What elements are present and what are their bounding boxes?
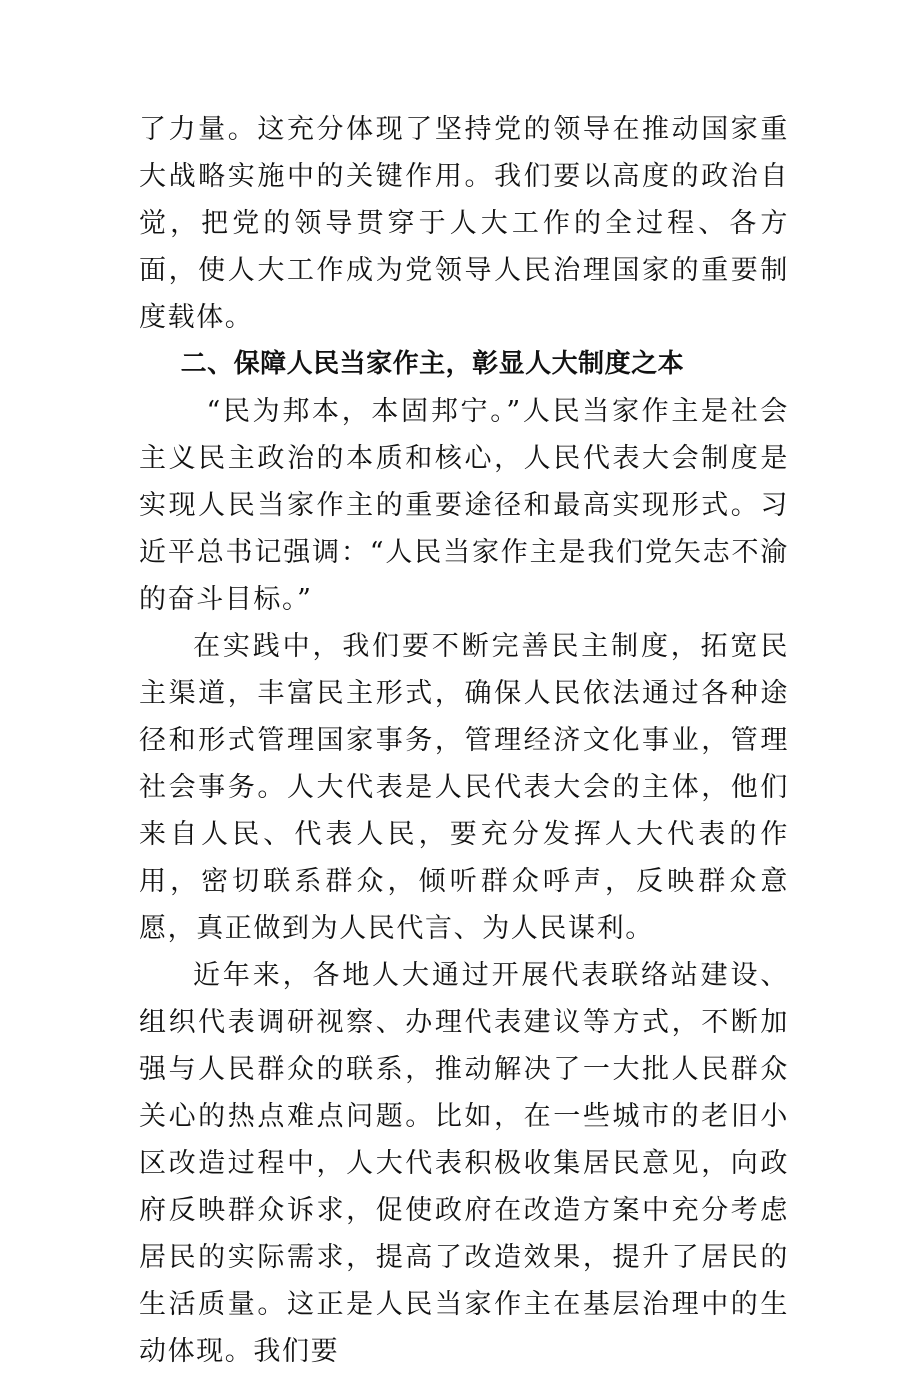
paragraph-recent-practice: 近年来，各地人大通过开展代表联络站建设、组织代表调研视察、办理代表建议等方式，不断加强与人民群众的联系，推动解决了一大批人民群众关心的热点难点问题。比如，在一些城市的老旧小区改造过程中，人大代表积极收集居民意见，向政府反映群众诉求，促使政府在改造方案中充分考虑居民的实际需求，提高了改造效果，提升了居民的生活质量。这正是人民当家作主在基层治理中的生动体现。我们要 — [139, 960, 789, 1367]
paragraph-party-leadership: 了力量。这充分体现了坚持党的领导在推动国家重大战略实施中的关键作用。我们要以高度的政治自觉，把党的领导贯穿于人大工作的全过程、各方面，使人大工作成为党领导人民治理国家的重要制度载体。 — [139, 114, 789, 333]
paragraph-improve-democracy: 在实践中，我们要不断完善民主制度，拓宽民主渠道，丰富民主形式，确保人民依法通过各种途径和形式管理国家事务，管理经济文化事业，管理社会事务。人大代表是人民代表大会的主体，他们来自人民、代表人民，要充分发挥人大代表的作用，密切联系群众，倾听群众呼声，反映群众意愿，真正做到为人民代言、为人民谋利。 — [139, 631, 789, 944]
document-body — [139, 106, 789, 1375]
section-heading: 二、保障人民当家作主，彰显人大制度之本 — [180, 349, 685, 379]
paragraph-people-as-masters: “民为邦本，本固邦宁。”人民当家作主是社会主义民主政治的本质和核心，人民代表大会制度是实现人民当家作主的重要途径和最高实现形式。习近平总书记强调：“人民当家作主是我们党矢志不渝的奋斗目标。” — [139, 396, 789, 615]
